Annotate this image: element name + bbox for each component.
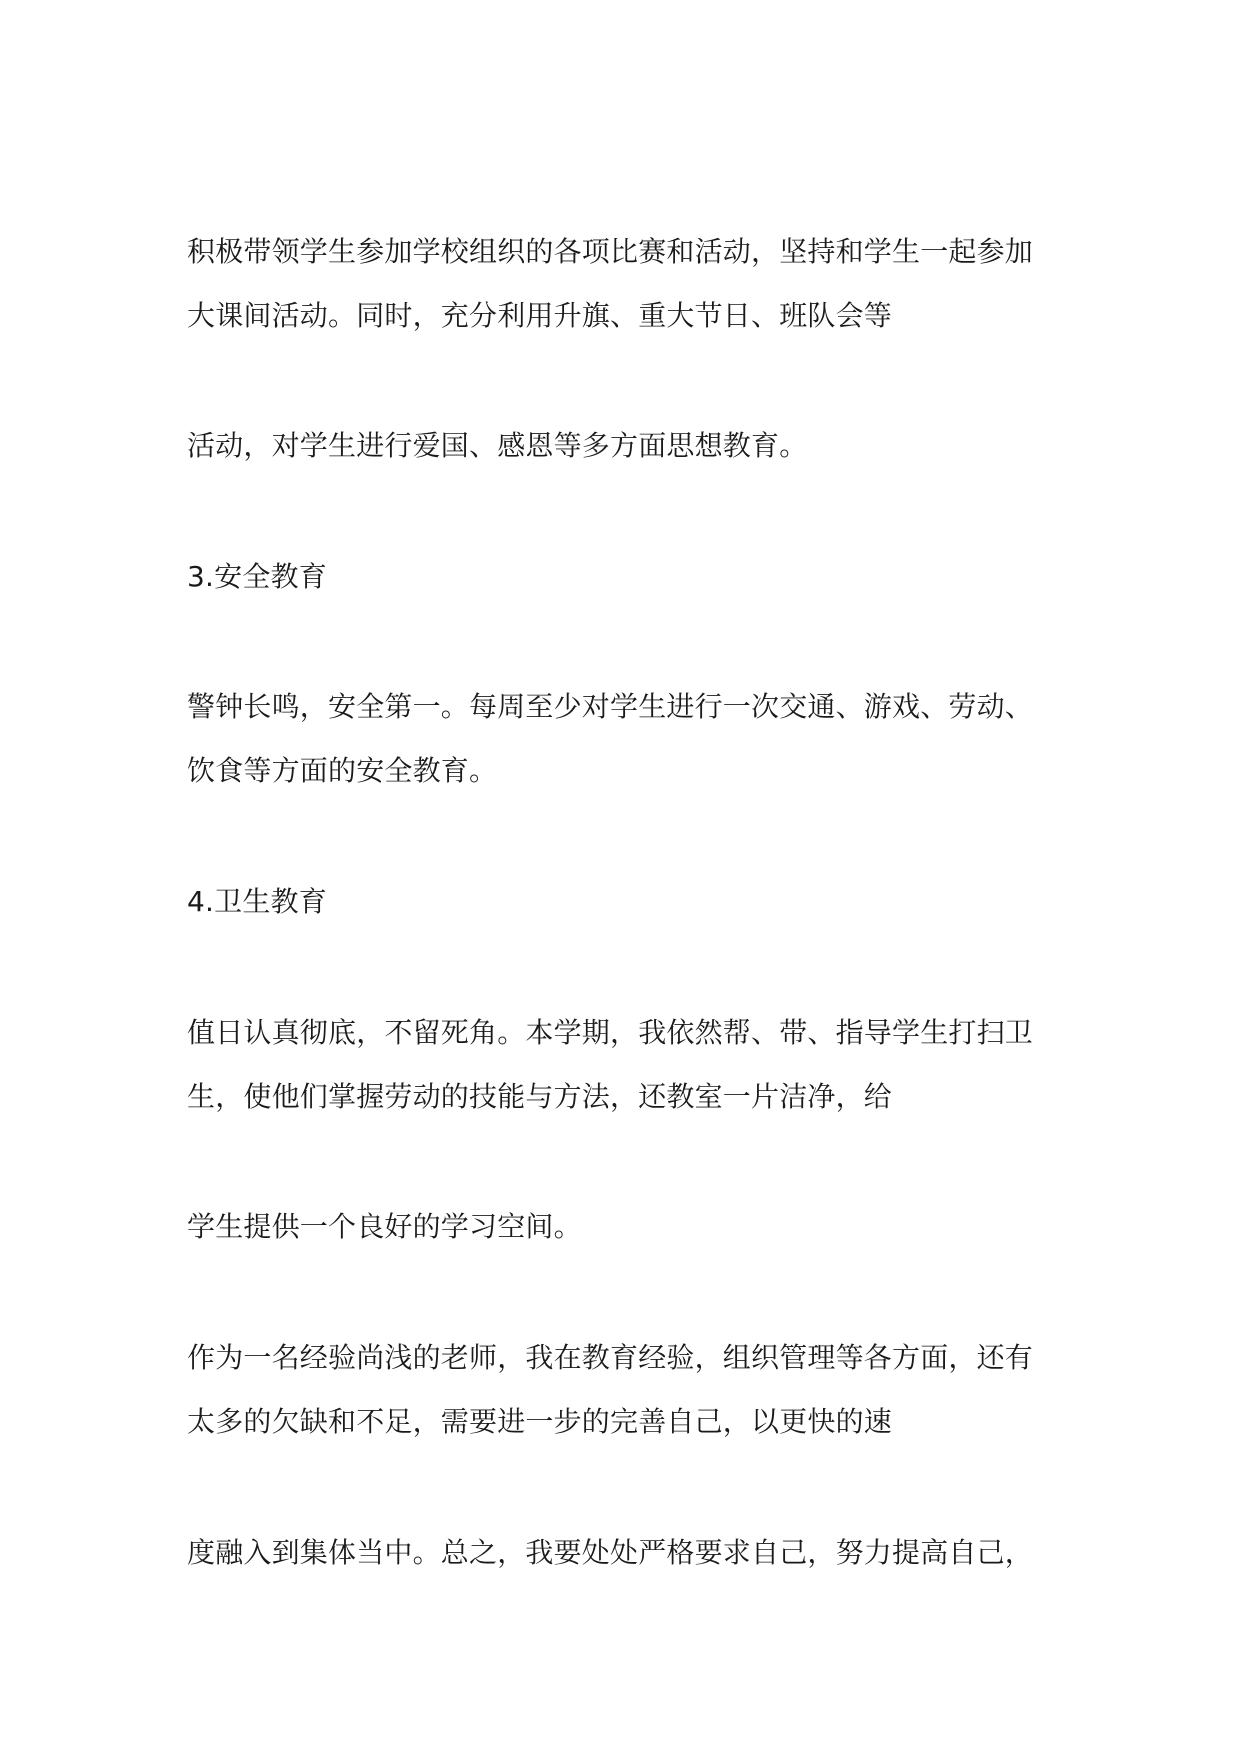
body-text-line: 值日认真彻底，不留死角。本学期，我依然帮、带、指导学生打扫卫 <box>187 1016 1034 1049</box>
section-heading: 3.安全教育 <box>187 560 327 593</box>
body-text-line: 积极带领学生参加学校组织的各项比赛和活动，坚持和学生一起参加 <box>187 235 1034 268</box>
body-text-line: 警钟长鸣，安全第一。每周至少对学生进行一次交通、游戏、劳动、 <box>187 690 1034 723</box>
body-text-line: 生，使他们掌握劳动的技能与方法，还教室一片洁净，给 <box>187 1080 893 1113</box>
body-text-line: 活动，对学生进行爱国、感恩等多方面思想教育。 <box>187 429 808 462</box>
body-text-line: 作为一名经验尚浅的老师，我在教育经验，组织管理等各方面，还有 <box>187 1341 1034 1374</box>
body-text-line: 饮食等方面的安全教育。 <box>187 754 498 787</box>
body-text-line: 大课间活动。同时，充分利用升旗、重大节日、班队会等 <box>187 299 893 332</box>
body-text-line: 度融入到集体当中。总之，我要处处严格要求自己，努力提高自己， <box>187 1536 1034 1569</box>
body-text-line: 太多的欠缺和不足，需要进一步的完善自己，以更快的速 <box>187 1405 893 1438</box>
body-text-line: 学生提供一个良好的学习空间。 <box>187 1210 582 1243</box>
section-heading: 4.卫生教育 <box>187 885 327 918</box>
